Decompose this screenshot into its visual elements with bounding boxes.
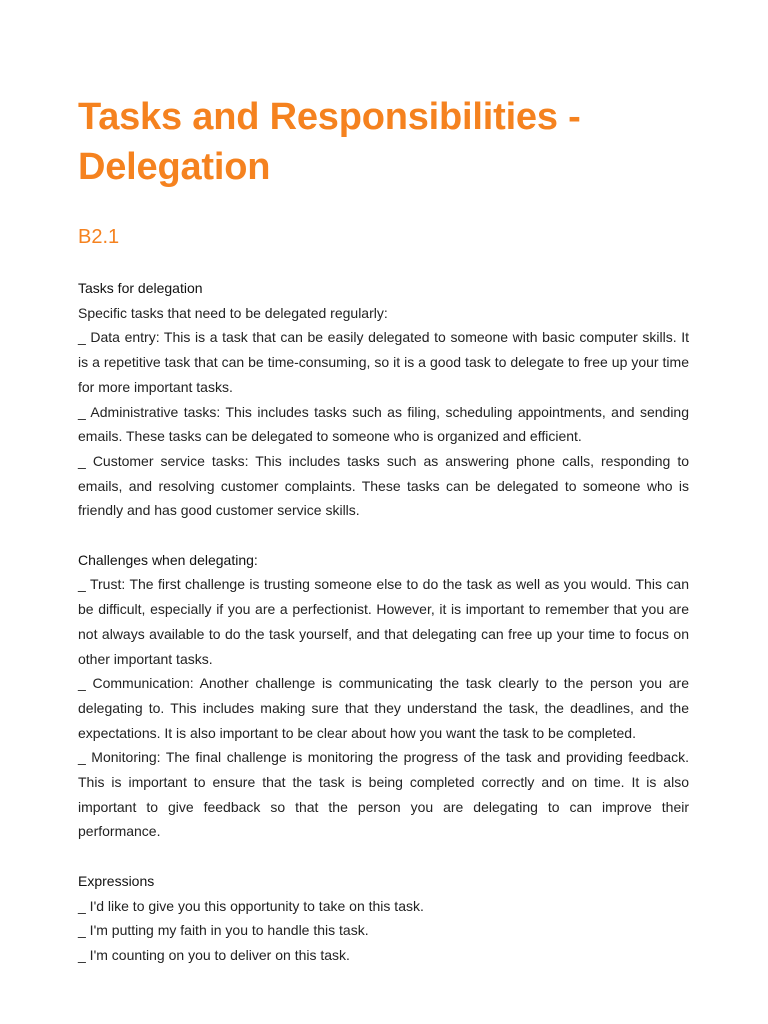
section-expressions — [78, 869, 689, 968]
document-title: Tasks and Responsibilities - Delegation — [78, 96, 581, 188]
paragraph: Specific tasks that need to be delegated regularly: — [78, 304, 388, 321]
list-item: _ I'd like to give you this opportunity to take on this task. — [78, 897, 424, 914]
section-tasks-for-delegation — [78, 276, 689, 523]
list-item: _ I'm counting on you to deliver on this task. — [78, 946, 350, 963]
list-item: _ Communication: Another challenge is communicating the task clearly to the person you are delegating to. This includes making sure that they understand the task, the deadlines, and the expectations. It is also important to be clear about how you want the task to be completed. — [78, 675, 689, 741]
list-item: _ Trust: The first challenge is trusting someone else to do the task as well as you would. This can be difficult, especially if you are a perfectionist. However, it is important to remember that you are not always available to do the task yourself, and that delegating can free up your time to focus on other important tasks. — [78, 576, 689, 667]
list-item: _ I'm putting my faith in you to handle this task. — [78, 922, 369, 939]
document-body — [78, 276, 689, 968]
level-label: B2.1 — [78, 226, 120, 248]
list-item: _ Data entry: This is a task that can be easily delegated to someone with basic computer skills. It is a repetitive task that can be time-consuming, so it is a good task to delegate to free up your time for more important tasks. — [78, 329, 689, 395]
section-challenges — [78, 548, 689, 844]
list-item: _ Administrative tasks: This includes tasks such as filing, scheduling appointments, and sending emails. These tasks can be delegated to someone who is organized and efficient. — [78, 403, 689, 445]
section-heading: Tasks for delegation — [78, 280, 203, 296]
list-item: _ Customer service tasks: This includes tasks such as answering phone calls, responding to emails, and resolving customer complaints. These tasks can be delegated to someone who is friendly and has good customer service skills. — [78, 452, 689, 519]
section-heading: Expressions — [78, 872, 155, 889]
section-heading: Challenges when delegating: — [78, 551, 258, 568]
list-item: _ Monitoring: The final challenge is monitoring the progress of the task and providing feedback. This is important to ensure that the task is being completed correctly and on time. It is also important to give feedback so that the person you are delegating to can improve their performance. — [78, 749, 689, 840]
